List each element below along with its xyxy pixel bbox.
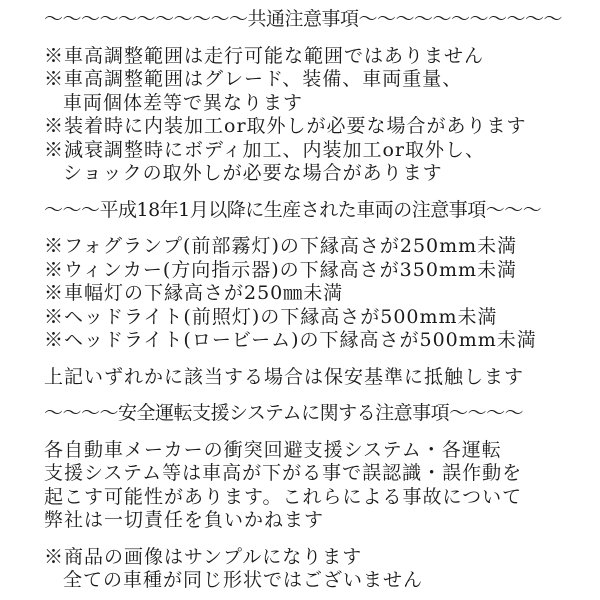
spacer <box>44 32 584 45</box>
safety-note-line: 弊社は一切責任を負いかねます <box>44 509 325 531</box>
h18-note-line: ※ウィンカー(方向指示器)の下縁高さが350mm未満 <box>44 258 517 281</box>
h18-note-line: ※フォグランプ(前部霧灯)の下縁高さが250mm未満 <box>44 235 518 257</box>
sample-image-note-line-continuation: 全ての車種が同じ形状ではございません <box>63 569 424 591</box>
safety-note-line: 支援システム等は車高が下がる事で誤認識・誤作動を <box>44 462 523 484</box>
h18-note-line: ※ヘッドライト(前照灯)の下縁高さが500mm未満 <box>44 305 498 328</box>
spacer <box>44 426 584 439</box>
spacer <box>44 186 584 199</box>
spacer <box>44 353 584 366</box>
common-note-line: ※車高調整範囲はグレード、装備、車両重量、 <box>44 68 463 90</box>
spacer <box>44 222 584 235</box>
common-note-line: ※車高調整範囲は走行可能な範囲ではありません <box>44 44 485 67</box>
safety-note-line: 各自動車メーカーの衝突回避支援システム・各運転 <box>44 438 502 461</box>
spacer <box>44 389 584 402</box>
h18-conclusion-line: 上記いずれかに該当する場合は保安基準に抵触します <box>44 365 525 388</box>
section-header-common-notes: ～～～～～～～～～～～共通注意事項～～～～～～～～～～～ <box>44 8 563 30</box>
h18-note-line: ※車幅灯の下縁高さが250㎜未満 <box>44 282 344 304</box>
spacer <box>44 533 584 546</box>
safety-note-line: 起こす可能性があります。これらによる事故について <box>44 485 523 508</box>
common-note-line-continuation: 車両個体差等で異なります <box>63 91 304 114</box>
common-note-line: ※減衰調整時にボディ加工、内装加工or取外し、 <box>44 138 486 161</box>
sample-image-note-line: ※商品の画像はサンプルになります <box>44 545 363 568</box>
common-note-line: ※装着時に内装加工or取外しが必要な場合があります <box>44 115 527 137</box>
common-note-line-continuation: ショックの取外しが必要な場合があります <box>63 162 443 184</box>
h18-note-line: ※ヘッドライト(ロービーム)の下縁高さが500mm未満 <box>44 329 537 351</box>
section-header-safety-systems: ～～～～安全運転支援システムに関する注意事項～～～～ <box>44 402 524 424</box>
section-header-h18-vehicles: ～～～平成18年1月以降に生産された車両の注意事項～～～ <box>44 198 542 221</box>
